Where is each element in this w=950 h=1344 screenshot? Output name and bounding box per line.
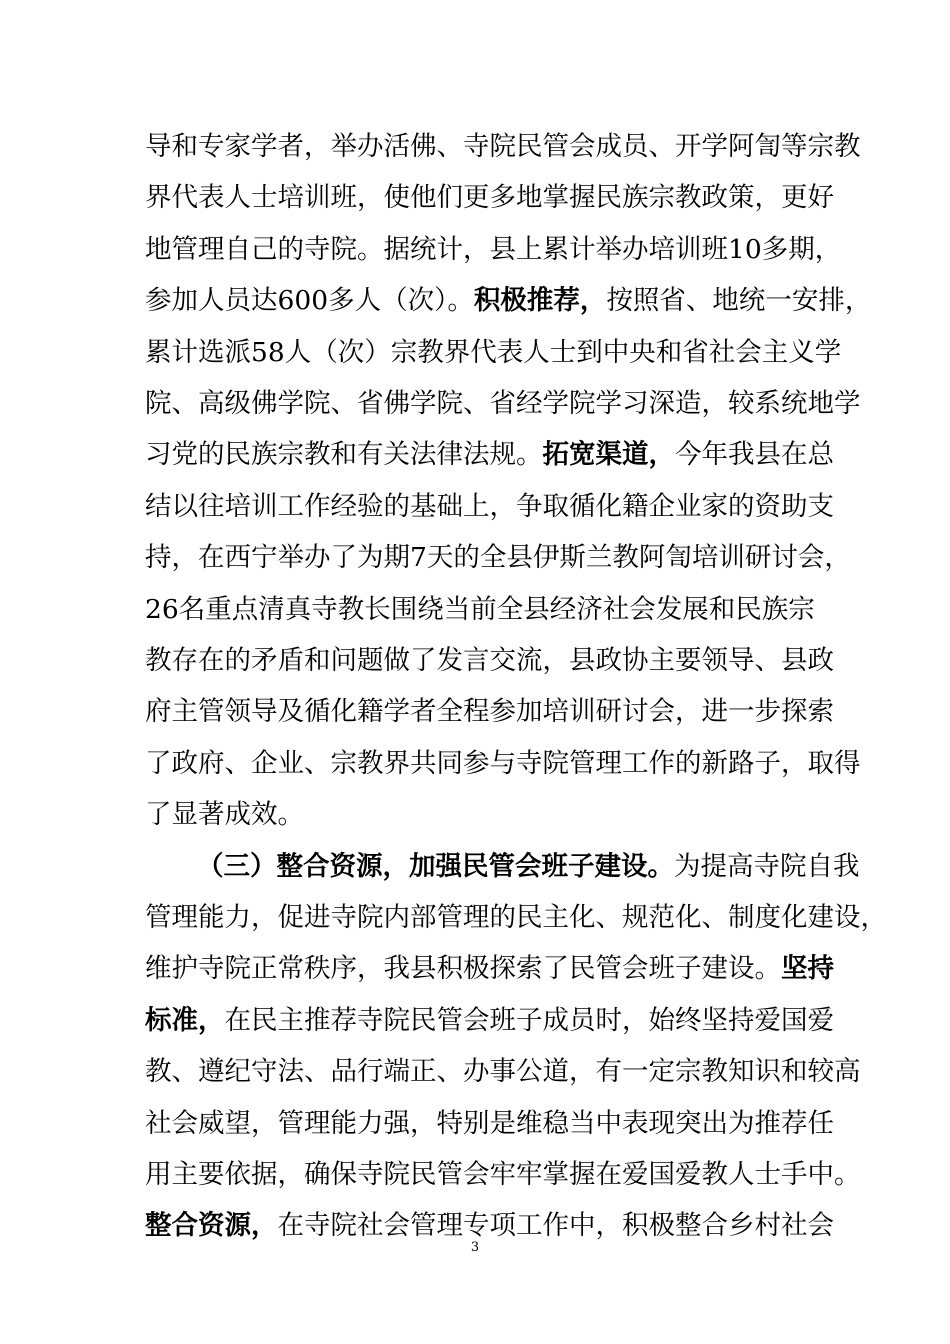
text-line [145, 643, 834, 679]
text-segment: 导和专家学者，举办活佛、寺院民管会成员、开学阿訇等宗教 [145, 131, 861, 162]
text-line [145, 797, 810, 833]
text-segment: 习党的民族宗教和有关法律法规。 [145, 439, 543, 471]
text-line [145, 1003, 834, 1039]
text-segment: 界代表人士培训班，使他们更多地掌握民族宗教政策，更好 [145, 182, 834, 214]
text-line [145, 437, 834, 473]
text-segment: 了政府、企业、宗教界共同参与寺院管理工作的新路子，取得 [145, 747, 861, 779]
text-segment: 今年我县在总 [675, 439, 834, 471]
text-line [145, 540, 851, 576]
text-segment: 按照省、地统一安排， [606, 285, 872, 317]
text-line [145, 1157, 861, 1193]
text-segment: 累计选派58人（次）宗教界代表人士到中央和省社会主义学 [145, 336, 842, 368]
text-segment: 参加人员达600多人（次）。 [145, 285, 474, 317]
bold-text-segment: 拓宽渠道， [542, 439, 675, 471]
text-line [145, 1208, 834, 1244]
bold-text-segment: 标准， [145, 1004, 225, 1036]
text-line [145, 129, 861, 165]
bold-text-segment: 坚持 [781, 953, 834, 985]
text-line [145, 386, 861, 422]
text-line [145, 694, 834, 730]
text-line [145, 900, 887, 936]
text-segment: 教存在的矛盾和问题做了发言交流，县政协主要领导、县政 [145, 645, 834, 676]
text-segment: 持，在西宁举办了为期7天的全县伊斯兰教阿訇培训研讨会， [145, 542, 851, 574]
text-segment: 维护寺院正常秩序，我县积极探索了民管会班子建设。 [145, 953, 781, 985]
text-segment: 社会威望，管理能力强，特别是维稳当中表现突出为推荐任 [145, 1107, 834, 1139]
text-line [145, 951, 834, 987]
text-line [145, 1054, 861, 1090]
bold-text-segment: 积极推荐， [473, 285, 607, 317]
text-segment: 在寺院社会管理专项工作中，积极整合乡村社会 [277, 1210, 834, 1242]
text-line [145, 232, 842, 268]
text-line [145, 489, 834, 525]
text-segment: 了显著成效。 [145, 799, 304, 831]
text-segment: 26名重点清真寺教长围绕当前全县经济社会发展和民族宗 [145, 593, 815, 625]
text-line [145, 592, 815, 628]
text-line [145, 283, 872, 319]
text-segment: 用主要依据，确保寺院民管会牢牢掌握在爱国爱教人士手中。 [145, 1159, 861, 1190]
text-segment: 府主管领导及循化籍学者全程参加培训研讨会，进一步探索 [145, 696, 834, 728]
text-line [145, 180, 834, 216]
bold-text-segment: 整合资源， [145, 1210, 278, 1242]
text-segment: 在民主推荐寺院民管会班子成员时，始终坚持爱国爱 [224, 1004, 834, 1036]
text-segment: 教、遵纪守法、品行端正、办事公道，有一定宗教知识和较高 [145, 1056, 861, 1088]
text-segment: 地管理自己的寺院。据统计，县上累计举办培训班10多期， [145, 233, 842, 265]
text-line [145, 746, 861, 782]
text-segment: 为提高寺院自我 [674, 850, 860, 882]
text-segment: 结以往培训工作经验的基础上，争取循化籍企业家的资助支 [145, 490, 834, 522]
page-number: 3 [470, 1240, 480, 1255]
text-line [145, 1106, 834, 1142]
text-line [197, 849, 860, 885]
bold-text-segment: （三）整合资源，加强民管会班子建设。 [197, 850, 674, 882]
text-segment: 院、高级佛学院、省佛学院、省经学院学习深造，较系统地学 [145, 388, 861, 419]
text-line [145, 335, 842, 371]
text-segment: 管理能力，促进寺院内部管理的民主化、规范化、制度化建设， [145, 902, 887, 933]
